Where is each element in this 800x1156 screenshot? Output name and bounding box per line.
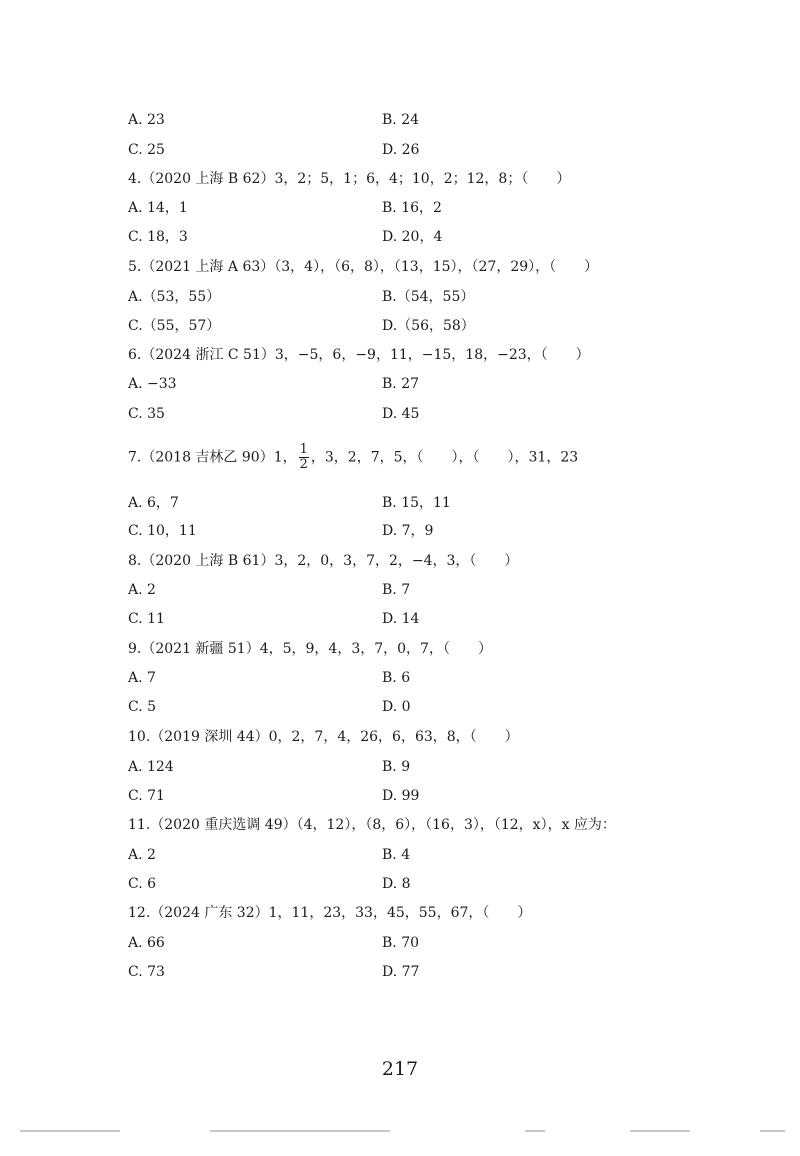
q10-option-a: A. 124 [128, 759, 174, 775]
q6-option-a: A. −33 [128, 376, 177, 392]
q11-option-d: D. 8 [382, 876, 411, 892]
q9-option-b: B. 6 [382, 670, 411, 686]
scan-noise [525, 1130, 545, 1132]
q7-fraction-numerator: 1 [299, 442, 308, 457]
q12-stem: 12.（2024 广东 32）1，11，23，33，45，55，67，（ ） [128, 905, 532, 921]
q11-option-c: C. 6 [128, 876, 157, 892]
q7-option-d: D. 7，9 [382, 523, 434, 539]
q9-option-a: A. 7 [128, 670, 156, 686]
q12-option-d: D. 77 [382, 964, 420, 980]
q9-stem: 9.（2021 新疆 51）4，5，9，4，3，7，0，7，（ ） [128, 641, 492, 657]
q3-option-b: B. 24 [382, 112, 420, 128]
q7-option-c: C. 10，11 [128, 523, 197, 539]
q9-option-d: D. 0 [382, 699, 411, 715]
q9-option-c: C. 5 [128, 699, 157, 715]
q7-stem-before: 7.（2018 吉林乙 90）1， [128, 449, 297, 466]
q6-stem: 6.（2024 浙江 C 51）3，−5，6，−9，11，−15，18，−23，（ ） [128, 347, 590, 363]
q8-option-b: B. 7 [382, 582, 411, 598]
q10-stem: 10.（2019 深圳 44）0，2，7，4，26，6，63，8，（ ） [128, 729, 519, 745]
q11-stem: 11.（2020 重庆选调 49）（4，12），（8，6），（16，3），（12，x），x 应为： [128, 817, 616, 833]
q12-option-c: C. 73 [128, 964, 165, 980]
scan-noise [210, 1130, 390, 1132]
q10-option-d: D. 99 [382, 788, 420, 804]
q8-option-a: A. 2 [128, 582, 156, 598]
q5-stem: 5.（2021 上海 A 63）（3，4），（6，8），（13，15），（27，29），（ ） [128, 259, 599, 275]
q5-option-a: A.（53，55） [128, 289, 221, 305]
q8-option-d: D. 14 [382, 611, 420, 627]
q12-option-b: B. 70 [382, 935, 420, 951]
q4-option-d: D. 20，4 [382, 229, 443, 245]
q11-option-a: A. 2 [128, 847, 156, 863]
scan-noise [760, 1130, 785, 1132]
q7-option-b: B. 15，11 [382, 495, 451, 511]
page-number: 217 [381, 1058, 419, 1080]
q4-option-b: B. 16，2 [382, 200, 442, 216]
q11-option-b: B. 4 [382, 847, 411, 863]
q10-option-c: C. 71 [128, 788, 165, 804]
q4-option-a: A. 14，1 [128, 200, 188, 216]
scan-noise [20, 1130, 120, 1132]
scan-noise [630, 1130, 690, 1132]
q7-option-a: A. 6，7 [128, 495, 179, 511]
q5-option-c: C.（55，57） [128, 318, 221, 334]
q12-option-a: A. 66 [128, 935, 165, 951]
q6-option-b: B. 27 [382, 376, 420, 392]
q3-option-a: A. 23 [128, 112, 165, 128]
q7-fraction [299, 443, 309, 472]
q7-stem-after: ，3，2，7，5，（ ），（ ），31，23 [310, 449, 579, 466]
q7-fraction-denominator: 2 [299, 457, 308, 472]
q7-stem [128, 443, 578, 472]
q6-option-c: C. 35 [128, 406, 165, 422]
q5-option-b: B.（54，55） [382, 289, 475, 305]
q8-stem: 8.（2020 上海 B 61）3，2，0，3，7，2，−4，3，（ ） [128, 553, 519, 569]
q4-stem: 4.（2020 上海 B 62）3，2；5，1；6，4；10，2；12，8；（ ） [128, 171, 571, 187]
q3-option-c: C. 25 [128, 142, 165, 158]
q5-option-d: D.（56，58） [382, 318, 475, 334]
q4-option-c: C. 18，3 [128, 229, 188, 245]
q10-option-b: B. 9 [382, 759, 411, 775]
q8-option-c: C. 11 [128, 611, 165, 627]
q6-option-d: D. 45 [382, 406, 420, 422]
q3-option-d: D. 26 [382, 142, 420, 158]
